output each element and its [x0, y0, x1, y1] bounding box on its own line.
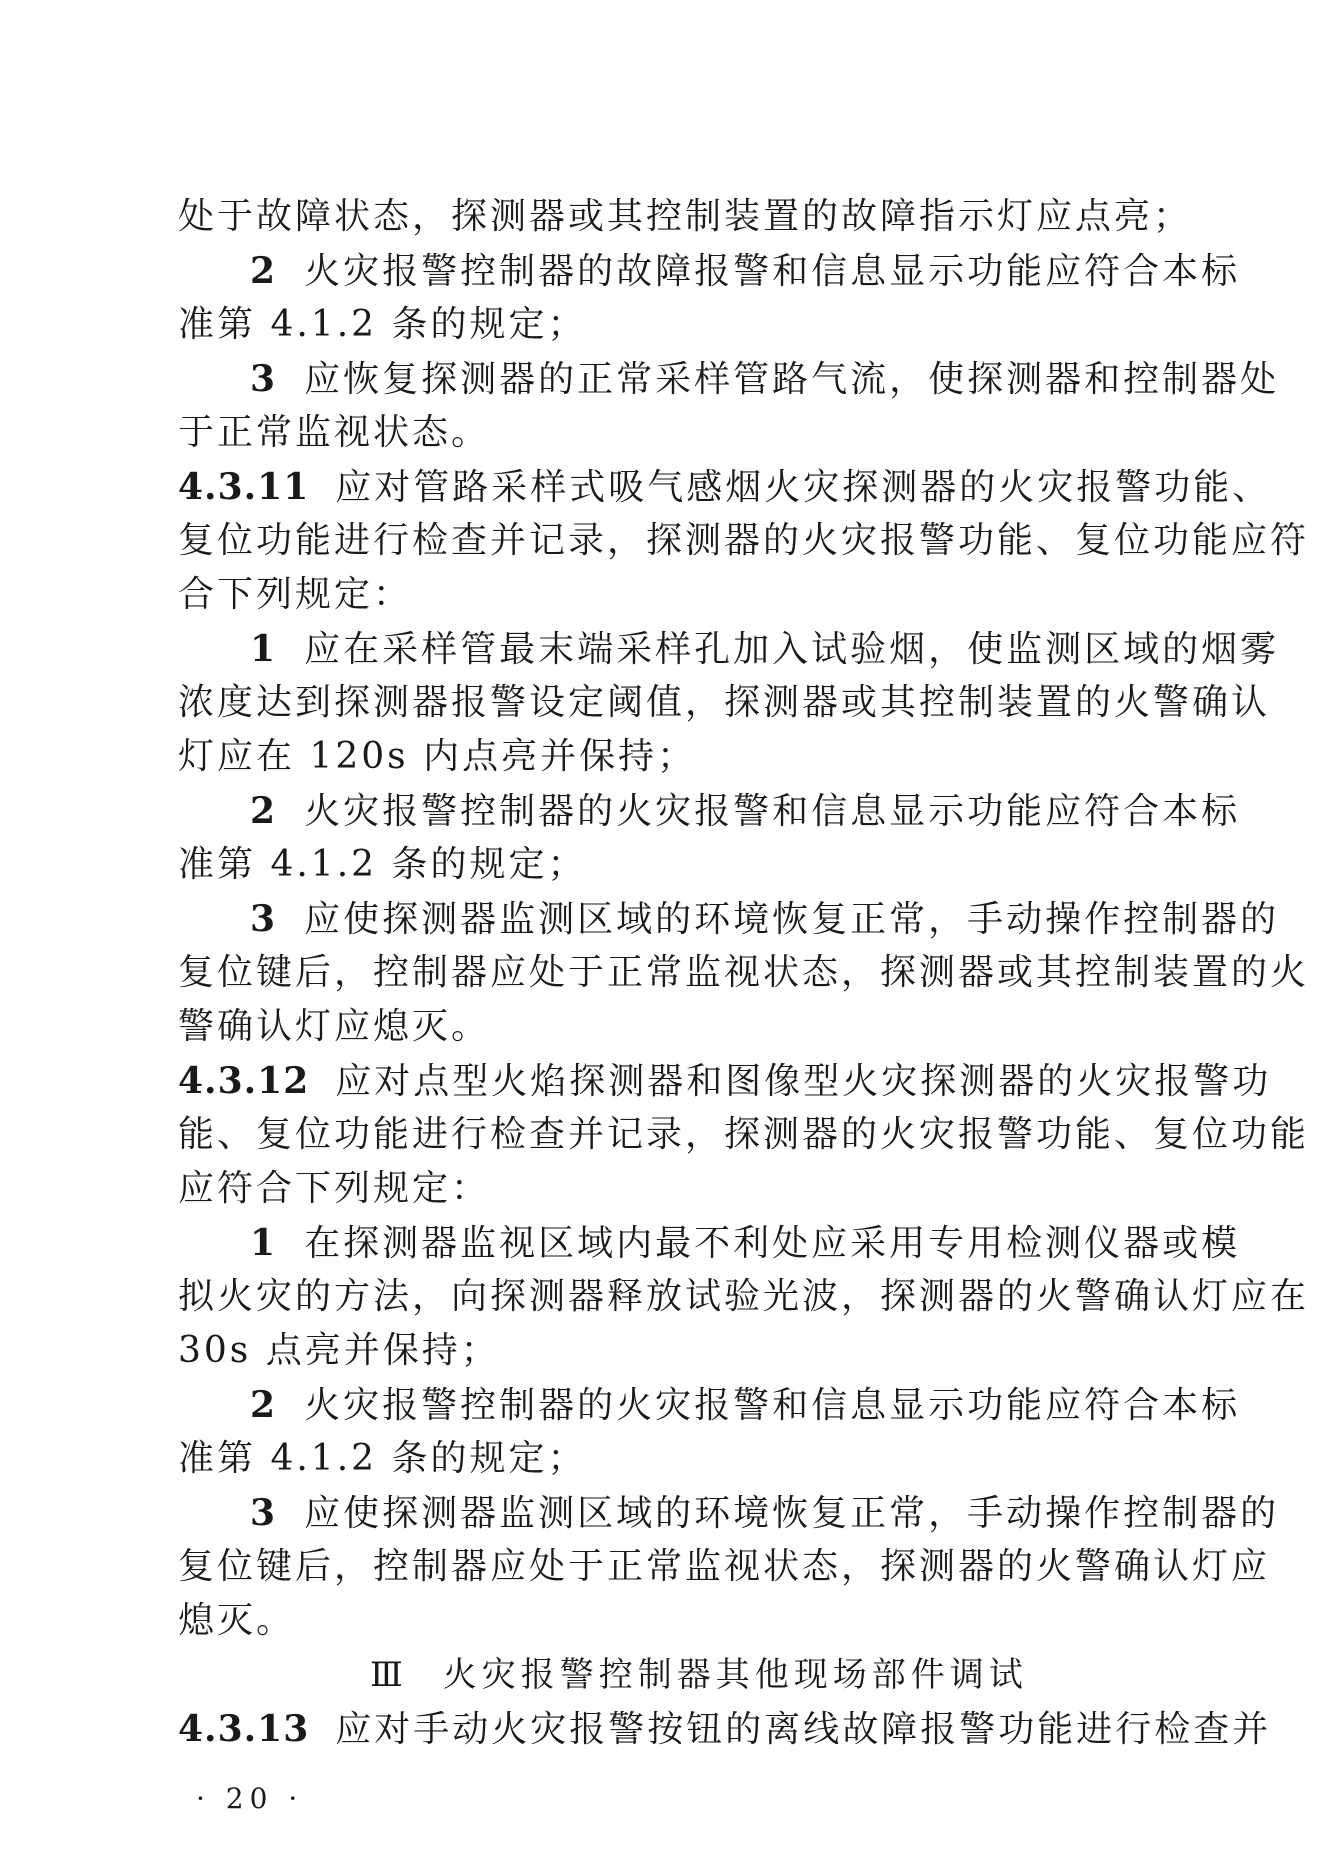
text-line: 准第 4.1.2 条的规定； — [178, 844, 587, 885]
text-line: 能、复位功能进行检查并记录，探测器的火灾报警功能、复位功能 — [178, 1114, 1310, 1155]
item-number: 3 — [250, 1492, 277, 1534]
item-number: 1 — [250, 628, 277, 670]
list-item: 1 应在采样管最末端采样孔加入试验烟，使监测区域的烟雾 — [250, 628, 1280, 670]
clause-line: 4.3.13 应对手动火灾报警按钮的离线故障报警功能进行检查并 — [178, 1708, 1272, 1750]
text-line: 熄灭。 — [178, 1600, 296, 1641]
body-text — [178, 190, 1310, 1756]
text-line: 复位键后，控制器应处于正常监视状态，探测器的火警确认灯应 — [178, 1546, 1271, 1587]
text-line: 准第 4.1.2 条的规定； — [178, 304, 587, 345]
text-line: 准第 4.1.2 条的规定； — [178, 1438, 587, 1479]
text-line: 处于故障状态，探测器或其控制装置的故障指示灯应点亮； — [178, 196, 1193, 237]
list-item: 2 火灾报警控制器的火灾报警和信息显示功能应符合本标 — [250, 790, 1241, 832]
list-item: 3 应使探测器监测区域的环境恢复正常，手动操作控制器的 — [250, 1492, 1280, 1534]
clause-line: 4.3.12 应对点型火焰探测器和图像型火灾探测器的火灾报警功 — [178, 1060, 1272, 1102]
item-number: 2 — [250, 790, 277, 832]
clause-number: 4.3.11 — [178, 466, 310, 508]
clause-line: 4.3.11 应对管路采样式吸气感烟火灾探测器的火灾报警功能、 — [178, 466, 1272, 508]
item-number: 1 — [250, 1222, 277, 1264]
list-item: 3 应恢复探测器的正常采样管路气流，使探测器和控制器处 — [250, 358, 1280, 400]
text-line: 复位键后，控制器应处于正常监视状态，探测器或其控制装置的火 — [178, 952, 1310, 993]
text-line: 复位功能进行检查并记录，探测器的火灾报警功能、复位功能应符 — [178, 520, 1310, 561]
item-number: 2 — [250, 250, 277, 292]
text-line: 浓度达到探测器报警设定阈值，探测器或其控制装置的火警确认 — [178, 682, 1271, 723]
section-numeral: Ⅲ — [370, 1655, 403, 1695]
page-number: · 20 · — [196, 1782, 304, 1815]
section-heading: Ⅲ 火灾报警控制器其他现场部件调试 — [370, 1655, 1028, 1695]
text-line: 应符合下列规定： — [178, 1168, 491, 1209]
list-item: 1 在探测器监视区域内最不利处应采用专用检测仪器或模 — [250, 1222, 1241, 1264]
text-line: 灯应在 120s 内点亮并保持； — [178, 736, 697, 777]
clause-number: 4.3.12 — [178, 1060, 310, 1102]
list-item: 2 火灾报警控制器的火灾报警和信息显示功能应符合本标 — [250, 1384, 1241, 1426]
list-item: 2 火灾报警控制器的故障报警和信息显示功能应符合本标 — [250, 250, 1241, 292]
text-line: 警确认灯应熄灭。 — [178, 1006, 491, 1047]
text-line: 于正常监视状态。 — [178, 412, 491, 453]
item-number: 3 — [250, 358, 277, 400]
text-line: 拟火灾的方法，向探测器释放试验光波，探测器的火警确认灯应在 — [178, 1276, 1310, 1317]
text-line: 30s 点亮并保持； — [178, 1330, 500, 1371]
clause-number: 4.3.13 — [178, 1708, 310, 1750]
item-number: 2 — [250, 1384, 277, 1426]
list-item: 3 应使探测器监测区域的环境恢复正常，手动操作控制器的 — [250, 898, 1280, 940]
text-line: 合下列规定： — [178, 574, 413, 615]
item-number: 3 — [250, 898, 277, 940]
